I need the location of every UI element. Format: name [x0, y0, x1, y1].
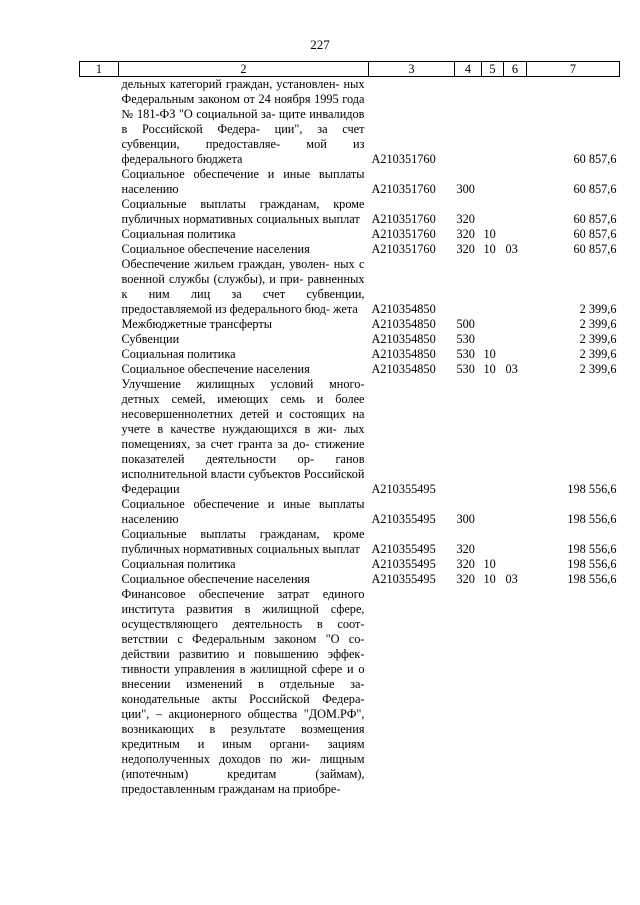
- row-name: [119, 347, 369, 362]
- row-expense-type: 500: [456, 317, 475, 331]
- row-subsection: [504, 77, 527, 168]
- row-expense-type: 320: [456, 242, 475, 256]
- row-expense-type: 320: [456, 572, 475, 586]
- row-name-line: Социальные выплаты гражданам, кроме: [121, 197, 365, 211]
- row-code: А210351760: [371, 182, 436, 196]
- row-name: [119, 362, 369, 377]
- row-number-cell: [80, 497, 119, 527]
- table-row: [80, 197, 620, 227]
- table-body: [80, 77, 620, 798]
- row-name-line: Финансовое обеспечение затрат единого: [121, 587, 365, 601]
- row-name-line: ных Федеральным законом от 24 ноября: [121, 77, 365, 106]
- row-name-line: 1995 года № 181-ФЗ "О социальной за-: [121, 92, 365, 121]
- row-code: А210354850: [371, 302, 436, 316]
- row-name: [119, 257, 369, 317]
- row-expense-type: [455, 377, 482, 497]
- row-section: [482, 527, 504, 557]
- row-section: [482, 497, 504, 527]
- row-number-cell: [80, 347, 119, 362]
- table-row: [80, 362, 620, 377]
- row-section: [482, 77, 504, 168]
- row-code: А210351760: [371, 242, 436, 256]
- row-subsection: 03: [505, 572, 518, 586]
- row-amount: [527, 587, 620, 797]
- row-expense-type: 320: [456, 227, 475, 241]
- row-name-line: лищным (ипотечным) кредитам (займам),: [121, 752, 365, 781]
- row-number-cell: [80, 242, 119, 257]
- table-row: [80, 317, 620, 332]
- row-code: А210354850: [371, 347, 436, 361]
- row-name-line: равненных к ним лиц за счет субвенции,: [121, 272, 365, 301]
- row-name-line: щите инвалидов в Российской Федера-: [121, 107, 365, 136]
- row-name: [119, 227, 369, 242]
- row-subsection: [504, 257, 527, 317]
- row-code: А210355495: [371, 542, 436, 556]
- row-name-line: Социальное обеспечение населения: [121, 572, 310, 586]
- row-subsection: 03: [505, 242, 518, 256]
- table-header-row: [80, 62, 620, 77]
- row-name-line: Социальное обеспечение и иные выплаты: [121, 497, 365, 511]
- row-name-line: на учете в качестве нуждающихся в жи-: [121, 407, 365, 436]
- table-row: [80, 77, 620, 168]
- row-name-line: ганов исполнительной власти субъектов: [121, 452, 365, 481]
- column-header: 1: [80, 62, 119, 77]
- row-section: [482, 317, 504, 332]
- row-name-line: населению: [121, 512, 179, 526]
- row-name: [119, 557, 369, 572]
- row-name-line: зациям недополученных доходов по жи-: [121, 737, 365, 766]
- column-header: 4: [455, 62, 482, 77]
- row-name-line: предоставленным гражданам на приобре-: [121, 782, 341, 796]
- row-code: А210354850: [371, 332, 436, 346]
- row-name-line: дельных категорий граждан, установлен-: [121, 77, 340, 91]
- row-subsection: [504, 197, 527, 227]
- row-amount: 198 556,6: [567, 482, 617, 496]
- row-amount: 60 857,6: [573, 182, 617, 196]
- row-name-line: Обеспечение жильем граждан, уволен-: [121, 257, 330, 271]
- row-number-cell: [80, 572, 119, 587]
- table-row: [80, 587, 620, 797]
- table-row: [80, 257, 620, 317]
- row-name-line: и о внесении изменений в отдельные за-: [121, 662, 365, 691]
- row-section: 10: [483, 242, 496, 256]
- row-name-line: несовершеннолетних детей и состоящих: [121, 407, 346, 421]
- table-row: [80, 572, 620, 587]
- table-row: [80, 242, 620, 257]
- row-subsection: [504, 527, 527, 557]
- row-name-line: ных с военной службы (службы), и при-: [121, 257, 365, 286]
- row-amount: 198 556,6: [567, 572, 617, 586]
- row-name: [119, 77, 369, 168]
- row-amount: 60 857,6: [573, 242, 617, 256]
- table-row: [80, 557, 620, 572]
- row-name-line: ции", за счет субвенции, предоставляе-: [121, 122, 365, 151]
- row-subsection: [504, 317, 527, 332]
- row-name-line: Российской Федерации: [121, 467, 365, 496]
- row-number-cell: [80, 227, 119, 242]
- row-name-line: выплат: [322, 542, 360, 556]
- row-number-cell: [80, 557, 119, 572]
- table-row: [80, 347, 620, 362]
- row-name-line: действии развитию и повышению эффек-: [121, 647, 365, 661]
- row-number-cell: [80, 77, 119, 168]
- row-code: А210355495: [371, 512, 436, 526]
- row-code: А210351760: [371, 152, 436, 166]
- row-expense-type: [455, 587, 482, 797]
- row-number-cell: [80, 527, 119, 557]
- row-name-line: жета: [333, 302, 358, 316]
- row-section: 10: [483, 227, 496, 241]
- row-number-cell: [80, 332, 119, 347]
- row-subsection: [504, 332, 527, 347]
- row-amount: 198 556,6: [567, 512, 617, 526]
- row-section: 10: [483, 347, 496, 361]
- row-name-line: публичных нормативных социальных: [121, 212, 320, 226]
- row-name-line: ветствии с Федеральным законом "О со-: [121, 632, 365, 646]
- row-subsection: [504, 497, 527, 527]
- row-name: [119, 572, 369, 587]
- column-header: 2: [119, 62, 369, 77]
- row-name-line: Социальная политика: [121, 227, 236, 241]
- row-name: [119, 377, 369, 497]
- row-expense-type: 300: [456, 182, 475, 196]
- row-name: [119, 197, 369, 227]
- row-name-line: выплат: [322, 212, 360, 226]
- row-expense-type: 320: [456, 557, 475, 571]
- table-row: [80, 377, 620, 497]
- row-section: 10: [483, 557, 496, 571]
- row-name-line: возмещения кредитным и иным органи-: [121, 722, 365, 751]
- row-amount: 2 399,6: [579, 302, 617, 316]
- row-number-cell: [80, 377, 119, 497]
- row-name-line: Социальное обеспечение и иные выплаты: [121, 167, 365, 181]
- row-number-cell: [80, 197, 119, 227]
- row-name: [119, 497, 369, 527]
- row-code: [369, 587, 455, 797]
- row-expense-type: 320: [456, 542, 475, 556]
- column-header: 6: [504, 62, 527, 77]
- row-number-cell: [80, 167, 119, 197]
- row-amount: 2 399,6: [579, 317, 617, 331]
- row-name-line: ции", – акционерного общества: [121, 707, 298, 721]
- row-amount: 198 556,6: [567, 542, 617, 556]
- row-amount: 60 857,6: [573, 227, 617, 241]
- row-expense-type: [455, 77, 482, 168]
- column-header: 3: [369, 62, 455, 77]
- row-name-line: публичных нормативных социальных: [121, 542, 320, 556]
- row-name-line: лых помещениях, за счет гранта за до-: [121, 422, 365, 451]
- row-name-line: Субвенции: [121, 332, 180, 346]
- row-section: [482, 332, 504, 347]
- row-expense-type: 530: [456, 362, 475, 376]
- table-row: [80, 527, 620, 557]
- row-code: А210351760: [371, 227, 436, 241]
- row-subsection: 03: [505, 362, 518, 376]
- row-name-line: тивности управления в жилищной сфере: [121, 662, 343, 676]
- budget-table: [79, 61, 620, 797]
- row-code: А210351760: [371, 212, 436, 226]
- row-section: [482, 257, 504, 317]
- row-number-cell: [80, 362, 119, 377]
- row-amount: 2 399,6: [579, 332, 617, 346]
- row-expense-type: 530: [456, 347, 475, 361]
- row-code: А210354850: [371, 362, 436, 376]
- row-name-line: "ДОМ.РФ", возникающих в результате: [121, 707, 365, 736]
- row-name-line: детных семей, имеющих семь и более: [121, 392, 365, 406]
- row-section: 10: [483, 572, 496, 586]
- row-name-line: конодательные акты Российской Федера-: [121, 692, 365, 706]
- row-section: [482, 197, 504, 227]
- row-amount: 60 857,6: [573, 152, 617, 166]
- row-amount: 198 556,6: [567, 557, 617, 571]
- row-name-line: института развития в жилищной сфере,: [121, 602, 365, 616]
- row-code: А210354850: [371, 317, 436, 331]
- row-number-cell: [80, 317, 119, 332]
- row-section: 10: [483, 362, 496, 376]
- row-name-line: Социальная политика: [121, 557, 236, 571]
- row-name: [119, 167, 369, 197]
- row-name-line: предоставляемой из федерального бюд-: [121, 302, 330, 316]
- column-header: 7: [527, 62, 620, 77]
- row-name: [119, 317, 369, 332]
- row-name-line: стижение показателей деятельности ор-: [121, 437, 365, 466]
- row-expense-type: 320: [456, 212, 475, 226]
- row-name-line: Социальная политика: [121, 347, 236, 361]
- row-code: А210355495: [371, 572, 436, 586]
- row-number-cell: [80, 587, 119, 797]
- row-code: А210355495: [371, 482, 436, 496]
- row-subsection: [504, 377, 527, 497]
- row-subsection: [504, 557, 527, 572]
- row-amount: 2 399,6: [579, 347, 617, 361]
- row-name-line: Улучшение жилищных условий много-: [121, 377, 365, 391]
- row-name: [119, 587, 369, 797]
- column-header: 5: [482, 62, 504, 77]
- row-section: [482, 377, 504, 497]
- row-subsection: [504, 167, 527, 197]
- row-expense-type: [455, 257, 482, 317]
- row-name-line: Межбюджетные трансферты: [121, 317, 273, 331]
- row-name-line: Социальные выплаты гражданам, кроме: [121, 527, 365, 541]
- table-row: [80, 332, 620, 347]
- row-expense-type: 300: [456, 512, 475, 526]
- row-name-line: Социальное обеспечение населения: [121, 362, 310, 376]
- table-row: [80, 167, 620, 197]
- row-name-line: населению: [121, 182, 179, 196]
- row-name: [119, 527, 369, 557]
- row-subsection: [504, 227, 527, 242]
- row-expense-type: 530: [456, 332, 475, 346]
- row-name: [119, 332, 369, 347]
- table-row: [80, 227, 620, 242]
- row-section: [482, 587, 504, 797]
- table-row: [80, 497, 620, 527]
- row-subsection: [504, 587, 527, 797]
- page-number: 227: [310, 37, 330, 52]
- row-amount: 60 857,6: [573, 212, 617, 226]
- row-name-line: осуществляющего деятельность в соот-: [121, 617, 365, 631]
- row-number-cell: [80, 257, 119, 317]
- row-name-line: Социальное обеспечение населения: [121, 242, 310, 256]
- row-name-line: мой из федерального бюджета: [121, 137, 365, 166]
- row-name: [119, 242, 369, 257]
- row-amount: 2 399,6: [579, 362, 617, 376]
- row-subsection: [504, 347, 527, 362]
- row-code: А210355495: [371, 557, 436, 571]
- row-section: [482, 167, 504, 197]
